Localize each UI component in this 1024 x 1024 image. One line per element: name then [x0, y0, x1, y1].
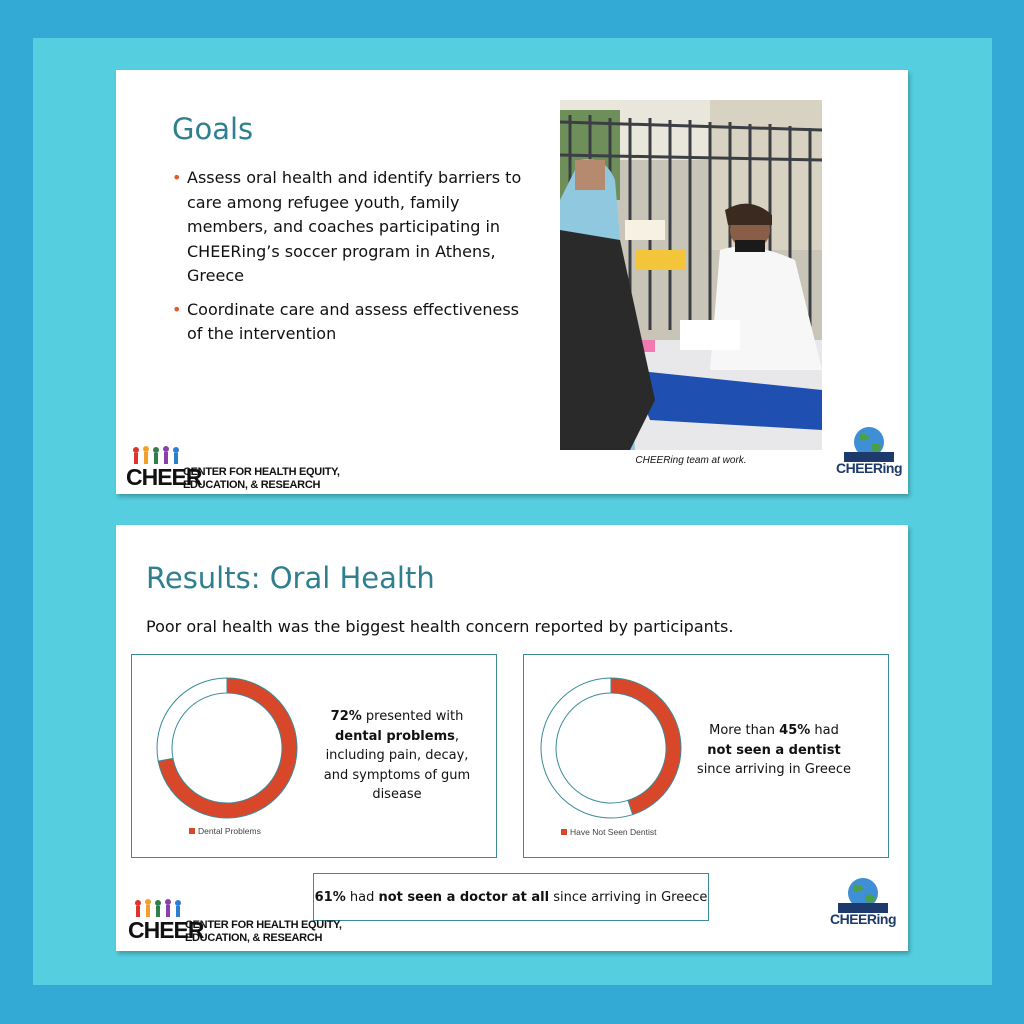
stat-percent: 72% — [330, 709, 362, 724]
dentist-visit-stat — [689, 721, 859, 780]
cheer-wordmark: CHEER — [126, 464, 202, 490]
stat-percent: 45% — [779, 723, 811, 738]
stat-text: presented with — [361, 709, 464, 724]
stat-text: More than — [709, 723, 780, 738]
chart-legend — [561, 827, 656, 837]
cheer-tagline-1: CENTER FOR HEALTH EQUITY, — [183, 466, 340, 478]
cheering-logo — [834, 426, 904, 490]
goals-list — [172, 166, 522, 356]
dental-problems-donut — [152, 673, 302, 823]
goal-text: Coordinate care and assess effectiveness of the intervention — [187, 299, 520, 343]
slide-results — [116, 525, 908, 951]
stat-text: disease — [372, 787, 422, 802]
dental-problems-panel — [131, 654, 497, 858]
stat-text: , — [454, 728, 459, 744]
dental-problems-stat — [312, 707, 482, 805]
cheer-wordmark: CHEER — [128, 917, 204, 943]
legend-swatch — [189, 828, 195, 834]
stat-text: and symptoms of gum — [323, 767, 471, 783]
slide-goals — [116, 70, 908, 494]
goal-item — [172, 166, 522, 289]
cheer-tagline-1: CENTER FOR HEALTH EQUITY, — [185, 919, 342, 931]
dentist-visit-panel — [523, 654, 889, 858]
stat-emphasis: not seen a dentist — [707, 742, 841, 758]
legend-label: Dental Problems — [198, 826, 261, 836]
globe-icon — [828, 877, 898, 913]
dentist-visit-donut — [536, 673, 686, 823]
stat-text: since arriving in Greece — [696, 762, 852, 777]
stat-emphasis: dental problems — [335, 728, 455, 744]
slide-title: Results: Oral Health — [146, 561, 435, 595]
photo-caption: CHEERing team at work. — [635, 455, 747, 466]
cheering-logo — [828, 877, 898, 941]
cheer-logo — [126, 446, 340, 494]
legend-label: Have Not Seen Dentist — [570, 827, 657, 837]
banner-emphasis: not seen a doctor at all — [378, 889, 550, 905]
banner-percent: 61% — [314, 889, 346, 905]
banner-text: had — [345, 889, 379, 905]
cheer-figures-icon — [132, 899, 187, 919]
cheering-wordmark: CHEERing — [830, 911, 896, 927]
cheer-tagline-2: EDUCATION, & RESEARCH — [183, 479, 321, 491]
team-photo — [560, 100, 822, 450]
goal-text: Assess oral health and identify barriers to care among refugee youth, family members, and coaches participating in CHEERing’s soccer program in Athens, Greece — [187, 168, 522, 285]
cheer-logo — [128, 899, 342, 947]
bullet-icon: • — [172, 299, 182, 319]
stat-text: had — [810, 723, 839, 738]
donut-slice-highlight — [611, 678, 681, 815]
cheer-tagline-2: EDUCATION, & RESEARCH — [185, 932, 323, 944]
page-background — [33, 38, 992, 985]
slide-subtitle: Poor oral health was the biggest health concern reported by participants. — [146, 617, 734, 636]
cheering-wordmark: CHEERing — [836, 460, 902, 476]
stat-text: including pain, decay, — [325, 748, 469, 763]
donut-slice-remainder — [157, 678, 227, 761]
donut-slice-remainder — [541, 678, 633, 818]
cheer-figures-icon — [130, 446, 185, 466]
chart-legend — [189, 826, 261, 836]
slide-title: Goals — [172, 112, 254, 146]
goal-item — [172, 298, 522, 347]
banner-text: since arriving in Greece — [549, 889, 708, 905]
legend-swatch — [561, 829, 567, 835]
globe-icon — [834, 426, 904, 462]
doctor-visit-banner — [313, 873, 709, 921]
bullet-icon: • — [172, 168, 182, 187]
